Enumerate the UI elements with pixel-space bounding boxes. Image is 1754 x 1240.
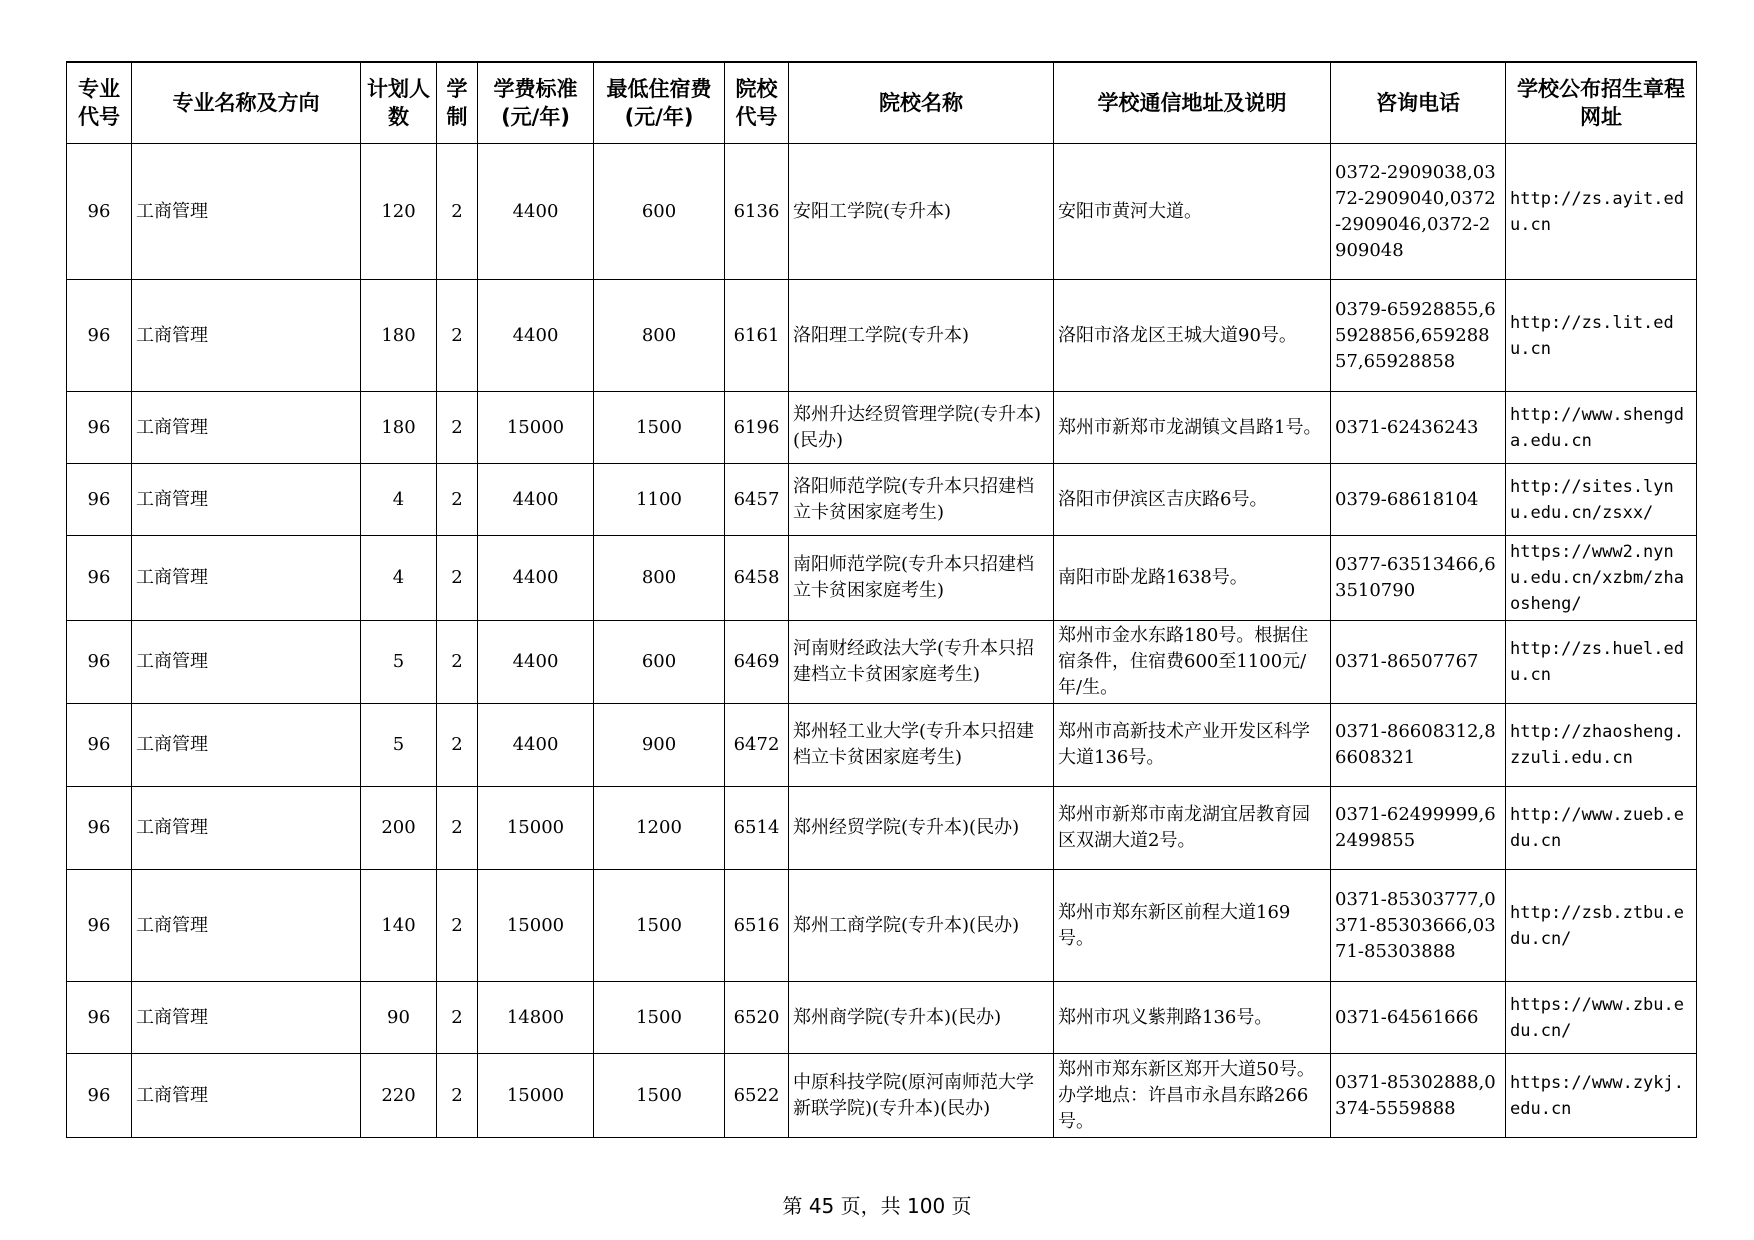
- cell-school-name: 中原科技学院(原河南师范大学新联学院)(专升本)(民办): [789, 1054, 1054, 1138]
- cell-website: http://sites.lynu.edu.cn/zsxx/: [1506, 464, 1697, 536]
- cell-duration: 2: [437, 704, 478, 787]
- cell-plan-count: 5: [361, 704, 437, 787]
- cell-website: http://www.shengda.edu.cn: [1506, 392, 1697, 464]
- cell-phone: 0371-86608312,86608321: [1331, 704, 1506, 787]
- table-row: [67, 621, 1697, 704]
- cell-website: https://www2.nynu.edu.cn/xzbm/zhaosheng/: [1506, 536, 1697, 621]
- admission-plan-table: [66, 61, 1697, 1138]
- cell-phone: 0377-63513466,63510790: [1331, 536, 1506, 621]
- cell-address: 洛阳市洛龙区王城大道90号。: [1054, 280, 1331, 392]
- cell-website: http://zs.huel.edu.cn: [1506, 621, 1697, 704]
- cell-major-name: 工商管理: [132, 621, 361, 704]
- cell-plan-count: 180: [361, 392, 437, 464]
- cell-school-code: 6136: [725, 144, 789, 280]
- cell-min-dorm-fee: 600: [594, 621, 725, 704]
- cell-phone: 0371-62499999,62499855: [1331, 787, 1506, 870]
- cell-tuition: 4400: [478, 536, 594, 621]
- header-plan-count: 计划人数: [361, 62, 437, 144]
- table-body: [67, 144, 1697, 1138]
- cell-school-code: 6469: [725, 621, 789, 704]
- cell-phone: 0379-65928855,65928856,65928857,65928858: [1331, 280, 1506, 392]
- cell-major-name: 工商管理: [132, 982, 361, 1054]
- cell-school-name: 洛阳理工学院(专升本): [789, 280, 1054, 392]
- cell-plan-count: 4: [361, 536, 437, 621]
- cell-school-name: 郑州商学院(专升本)(民办): [789, 982, 1054, 1054]
- cell-major-code: 96: [67, 1054, 132, 1138]
- table-row: [67, 392, 1697, 464]
- cell-address: 郑州市新郑市南龙湖宜居教育园区双湖大道2号。: [1054, 787, 1331, 870]
- cell-address: 郑州市新郑市龙湖镇文昌路1号。: [1054, 392, 1331, 464]
- cell-tuition: 4400: [478, 280, 594, 392]
- cell-school-code: 6472: [725, 704, 789, 787]
- header-school-name: 院校名称: [789, 62, 1054, 144]
- cell-min-dorm-fee: 800: [594, 536, 725, 621]
- cell-school-name: 南阳师范学院(专升本只招建档立卡贫困家庭考生): [789, 536, 1054, 621]
- cell-min-dorm-fee: 1100: [594, 464, 725, 536]
- cell-phone: 0379-68618104: [1331, 464, 1506, 536]
- cell-website: http://zs.ayit.edu.cn: [1506, 144, 1697, 280]
- page-number: 第 45 页，共 100 页: [782, 1194, 972, 1218]
- cell-school-name: 郑州工商学院(专升本)(民办): [789, 870, 1054, 982]
- cell-major-code: 96: [67, 392, 132, 464]
- cell-tuition: 15000: [478, 787, 594, 870]
- header-website: 学校公布招生章程网址: [1506, 62, 1697, 144]
- cell-school-code: 6161: [725, 280, 789, 392]
- cell-tuition: 4400: [478, 704, 594, 787]
- cell-website: https://www.zykj.edu.cn: [1506, 1054, 1697, 1138]
- table-row: [67, 982, 1697, 1054]
- header-phone: 咨询电话: [1331, 62, 1506, 144]
- cell-school-code: 6196: [725, 392, 789, 464]
- cell-major-code: 96: [67, 621, 132, 704]
- cell-duration: 2: [437, 870, 478, 982]
- cell-website: http://zsb.ztbu.edu.cn/: [1506, 870, 1697, 982]
- cell-duration: 2: [437, 536, 478, 621]
- cell-plan-count: 120: [361, 144, 437, 280]
- table-row: [67, 280, 1697, 392]
- cell-tuition: 14800: [478, 982, 594, 1054]
- cell-major-name: 工商管理: [132, 870, 361, 982]
- cell-major-name: 工商管理: [132, 1054, 361, 1138]
- cell-plan-count: 180: [361, 280, 437, 392]
- cell-plan-count: 220: [361, 1054, 437, 1138]
- table-header-row: [67, 62, 1697, 144]
- cell-school-code: 6522: [725, 1054, 789, 1138]
- header-major-name: 专业名称及方向: [132, 62, 361, 144]
- cell-phone: 0372-2909038,0372-2909040,0372-2909046,0372-2909048: [1331, 144, 1506, 280]
- cell-school-name: 河南财经政法大学(专升本只招建档立卡贫困家庭考生): [789, 621, 1054, 704]
- cell-address: 郑州市郑东新区郑开大道50号。办学地点：许昌市永昌东路266号。: [1054, 1054, 1331, 1138]
- cell-min-dorm-fee: 1500: [594, 870, 725, 982]
- cell-major-code: 96: [67, 144, 132, 280]
- cell-school-code: 6514: [725, 787, 789, 870]
- cell-major-name: 工商管理: [132, 464, 361, 536]
- cell-min-dorm-fee: 1500: [594, 1054, 725, 1138]
- cell-address: 洛阳市伊滨区吉庆路6号。: [1054, 464, 1331, 536]
- cell-phone: 0371-86507767: [1331, 621, 1506, 704]
- cell-plan-count: 90: [361, 982, 437, 1054]
- table-row: [67, 464, 1697, 536]
- cell-min-dorm-fee: 900: [594, 704, 725, 787]
- cell-major-code: 96: [67, 536, 132, 621]
- table-row: [67, 536, 1697, 621]
- cell-major-name: 工商管理: [132, 704, 361, 787]
- cell-school-code: 6458: [725, 536, 789, 621]
- cell-duration: 2: [437, 144, 478, 280]
- cell-school-code: 6457: [725, 464, 789, 536]
- table-row: [67, 1054, 1697, 1138]
- cell-tuition: 4400: [478, 144, 594, 280]
- cell-major-code: 96: [67, 704, 132, 787]
- cell-major-name: 工商管理: [132, 392, 361, 464]
- cell-school-name: 洛阳师范学院(专升本只招建档立卡贫困家庭考生): [789, 464, 1054, 536]
- cell-duration: 2: [437, 392, 478, 464]
- cell-school-code: 6516: [725, 870, 789, 982]
- cell-plan-count: 5: [361, 621, 437, 704]
- cell-website: http://www.zueb.edu.cn: [1506, 787, 1697, 870]
- cell-tuition: 15000: [478, 392, 594, 464]
- cell-tuition: 15000: [478, 870, 594, 982]
- cell-school-name: 郑州升达经贸管理学院(专升本)(民办): [789, 392, 1054, 464]
- cell-min-dorm-fee: 1500: [594, 392, 725, 464]
- header-major-code: 专业代号: [67, 62, 132, 144]
- cell-plan-count: 200: [361, 787, 437, 870]
- header-duration: 学制: [437, 62, 478, 144]
- cell-school-name: 郑州经贸学院(专升本)(民办): [789, 787, 1054, 870]
- cell-address: 安阳市黄河大道。: [1054, 144, 1331, 280]
- cell-major-code: 96: [67, 464, 132, 536]
- cell-address: 郑州市高新技术产业开发区科学大道136号。: [1054, 704, 1331, 787]
- cell-duration: 2: [437, 982, 478, 1054]
- cell-min-dorm-fee: 600: [594, 144, 725, 280]
- cell-major-name: 工商管理: [132, 787, 361, 870]
- header-tuition: 学费标准(元/年): [478, 62, 594, 144]
- cell-duration: 2: [437, 280, 478, 392]
- cell-duration: 2: [437, 621, 478, 704]
- cell-major-code: 96: [67, 870, 132, 982]
- cell-major-name: 工商管理: [132, 144, 361, 280]
- cell-min-dorm-fee: 800: [594, 280, 725, 392]
- cell-phone: 0371-62436243: [1331, 392, 1506, 464]
- table-row: [67, 787, 1697, 870]
- cell-school-code: 6520: [725, 982, 789, 1054]
- cell-tuition: 4400: [478, 464, 594, 536]
- cell-duration: 2: [437, 1054, 478, 1138]
- cell-website: http://zhaosheng.zzuli.edu.cn: [1506, 704, 1697, 787]
- cell-school-name: 郑州轻工业大学(专升本只招建档立卡贫困家庭考生): [789, 704, 1054, 787]
- cell-phone: 0371-64561666: [1331, 982, 1506, 1054]
- table-row: [67, 870, 1697, 982]
- cell-major-code: 96: [67, 787, 132, 870]
- cell-tuition: 15000: [478, 1054, 594, 1138]
- cell-major-name: 工商管理: [132, 536, 361, 621]
- header-min-dorm-fee: 最低住宿费(元/年): [594, 62, 725, 144]
- cell-major-code: 96: [67, 982, 132, 1054]
- table-row: [67, 704, 1697, 787]
- cell-address: 南阳市卧龙路1638号。: [1054, 536, 1331, 621]
- cell-address: 郑州市郑东新区前程大道169号。: [1054, 870, 1331, 982]
- cell-phone: 0371-85302888,0374-5559888: [1331, 1054, 1506, 1138]
- cell-address: 郑州市巩义紫荆路136号。: [1054, 982, 1331, 1054]
- cell-duration: 2: [437, 464, 478, 536]
- cell-address: 郑州市金水东路180号。根据住宿条件，住宿费600至1100元/年/生。: [1054, 621, 1331, 704]
- cell-tuition: 4400: [478, 621, 594, 704]
- header-address: 学校通信地址及说明: [1054, 62, 1331, 144]
- cell-school-name: 安阳工学院(专升本): [789, 144, 1054, 280]
- cell-plan-count: 140: [361, 870, 437, 982]
- cell-min-dorm-fee: 1500: [594, 982, 725, 1054]
- table-row: [67, 144, 1697, 280]
- cell-plan-count: 4: [361, 464, 437, 536]
- cell-website: https://www.zbu.edu.cn/: [1506, 982, 1697, 1054]
- cell-website: http://zs.lit.edu.cn: [1506, 280, 1697, 392]
- header-school-code: 院校代号: [725, 62, 789, 144]
- cell-major-code: 96: [67, 280, 132, 392]
- cell-duration: 2: [437, 787, 478, 870]
- cell-min-dorm-fee: 1200: [594, 787, 725, 870]
- cell-phone: 0371-85303777,0371-85303666,0371-85303888: [1331, 870, 1506, 982]
- cell-major-name: 工商管理: [132, 280, 361, 392]
